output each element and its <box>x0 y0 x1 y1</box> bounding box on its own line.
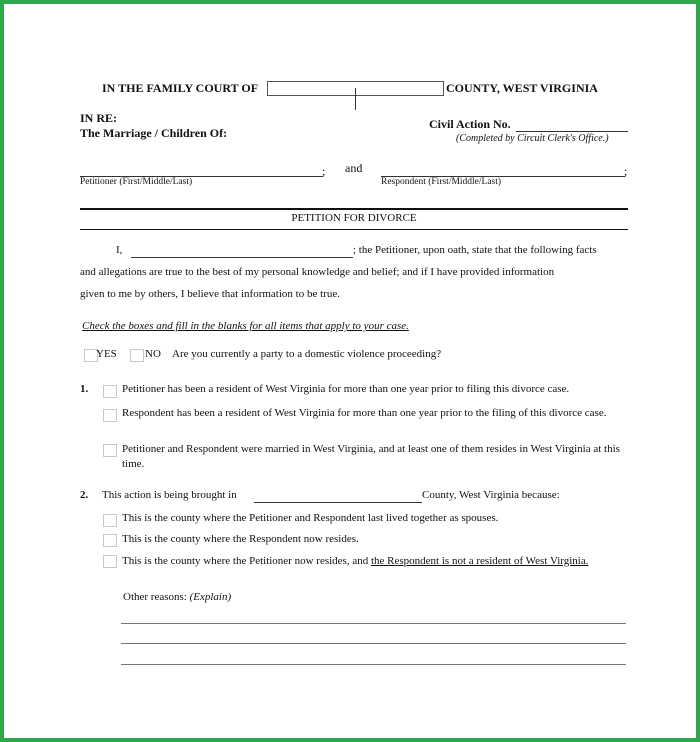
s2-checkbox-3[interactable] <box>103 555 117 568</box>
intro-line3: given to me by others, I believe that information to be true. <box>80 288 340 300</box>
intro-line2: and allegations are true to the best of my personal knowledge and belief; and if I have provided information <box>80 266 555 278</box>
s2-item-3 <box>122 554 612 568</box>
s2-item-3-text: This is the county where the Petitioner now resides, and <box>122 555 369 567</box>
s2-checkbox-2[interactable] <box>103 534 117 547</box>
in-re-label: IN RE: <box>80 111 118 125</box>
civil-action-number-field[interactable] <box>516 131 628 132</box>
dv-yes-label: YES <box>96 348 117 360</box>
s2-item-2: This is the county where the Respondent now resides. <box>122 533 359 545</box>
other-reasons-label <box>123 591 231 603</box>
s1-checkbox-3[interactable] <box>103 444 117 457</box>
title-rule-bottom <box>80 229 628 230</box>
completed-by-note: (Completed by Circuit Clerk's Office.) <box>456 133 609 144</box>
form-page <box>4 4 696 738</box>
s1-item-1: Petitioner has been a resident of West Virginia for more than one year prior to filing this divorce case. <box>122 383 570 395</box>
title-rule-top <box>80 208 628 210</box>
s1-item-3: Petitioner and Respondent were married in West Virginia, and at least one of them resides in West Virginia at this time. <box>122 443 620 470</box>
explain-text: (Explain) <box>189 591 232 603</box>
dv-no-label: NO <box>145 348 161 360</box>
court-label-right: COUNTY, WEST VIRGINIA <box>446 81 598 95</box>
marriage-label: The Marriage / Children Of: <box>80 126 228 140</box>
other-reasons-line-3[interactable] <box>121 664 626 665</box>
other-reasons-line-2[interactable] <box>121 643 626 644</box>
s1-item-2: Respondent has been a resident of West Virginia for more than one year prior to the filing of this divorce case. <box>122 407 607 419</box>
s2-item-1: This is the county where the Petitioner and Respondent last lived together as spouses. <box>122 512 499 524</box>
page-title: PETITION FOR DIVORCE <box>291 212 417 224</box>
s2-item-3-underlined: the Respondent is not a resident of West Virginia. <box>370 555 589 567</box>
dv-question: Are you currently a party to a domestic violence proceeding? <box>172 348 442 360</box>
dv-no-checkbox[interactable] <box>130 349 144 362</box>
intro-i: I, <box>116 244 123 256</box>
section1-number: 1. <box>80 383 89 395</box>
petitioner-oath-name-field[interactable] <box>131 257 353 258</box>
section2-number: 2. <box>80 489 89 501</box>
respondent-label: Respondent (First/Middle/Last) <box>381 177 502 187</box>
respondent-semicolon: ; <box>624 164 628 178</box>
and-label: and <box>345 161 363 175</box>
section2-lead: This action is being brought in <box>102 489 237 501</box>
petitioner-label: Petitioner (First/Middle/Last) <box>80 177 193 187</box>
other-reasons-line-1[interactable] <box>121 623 626 624</box>
court-label-left: IN THE FAMILY COURT OF <box>102 81 259 95</box>
text-cursor-icon <box>355 88 356 110</box>
intro-line1: ; the Petitioner, upon oath, state that the following facts <box>353 244 597 256</box>
instructions: Check the boxes and fill in the blanks for all items that apply to your case. <box>82 320 409 332</box>
section2-lead-rest: County, West Virginia because: <box>422 489 560 501</box>
county-field[interactable] <box>254 502 422 503</box>
other-reasons-text: Other reasons: <box>123 591 187 603</box>
s1-checkbox-2[interactable] <box>103 409 117 422</box>
s2-checkbox-1[interactable] <box>103 514 117 527</box>
petitioner-semicolon: ; <box>322 164 326 178</box>
civil-action-label: Civil Action No. <box>429 117 511 131</box>
s1-checkbox-1[interactable] <box>103 385 117 398</box>
